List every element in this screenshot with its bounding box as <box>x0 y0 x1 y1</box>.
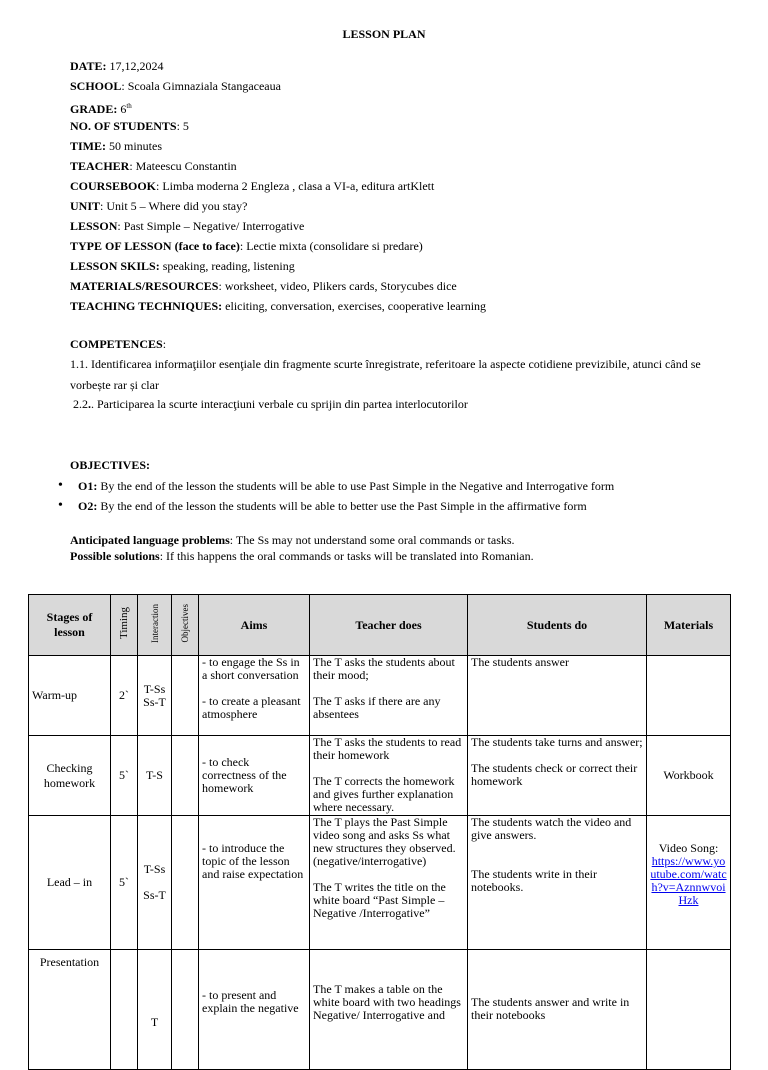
table-row <box>29 816 731 950</box>
info-value: 6 <box>117 102 127 116</box>
objectives-cell <box>172 816 199 950</box>
info-label: TYPE OF LESSON (face to face) <box>70 239 240 253</box>
solutions-label: Possible solutions <box>70 549 160 563</box>
info-label: LESSON <box>70 219 118 233</box>
header-interaction-text: Interaction <box>149 603 160 643</box>
header-aims: Aims <box>199 595 310 656</box>
info-label: COURSEBOOK <box>70 179 157 193</box>
objective-label: O1: <box>78 479 98 493</box>
students-cell <box>468 950 647 1070</box>
competence-2: 2.2.. Participarea la scurte interacţiuni verbale cu sprijin din partea interlocutorilor <box>73 397 468 411</box>
header-timing <box>111 595 138 656</box>
objective-text: By the end of the lesson the students will be able to better use the Past Simple in the affirmative form <box>97 499 587 513</box>
info-value: : Limba moderna 2 Engleza , clasa a VI-a, editura artKlett <box>156 179 435 193</box>
students-line: The students answer and write in their notebooks <box>471 995 630 1022</box>
aims-line: - to create a pleasant atmosphere <box>202 694 301 721</box>
teacher-line: The T asks if there are any absentees <box>313 694 441 721</box>
info-label: LESSON SKILS: <box>70 259 160 273</box>
info-label: SCHOOL <box>70 79 122 93</box>
interaction-line: T <box>150 1015 159 1029</box>
header-objectives-text: Objectives <box>180 603 190 643</box>
materials-cell <box>647 656 731 736</box>
problems-label: Anticipated language problems <box>70 533 230 547</box>
problems-block <box>70 532 534 564</box>
table-row <box>29 656 731 736</box>
info-label: DATE: <box>70 59 107 73</box>
header-objectives <box>172 595 199 656</box>
aims-line: - to introduce the topic of the lesson and raise expectation <box>202 841 304 881</box>
materials-cell <box>647 950 731 1070</box>
students-line: The students take turns and answer; <box>471 735 643 749</box>
interaction-line: Ss-T <box>143 888 166 902</box>
info-label: TEACHER <box>70 159 130 173</box>
info-value: eliciting, conversation, exercises, cooperative learning <box>222 299 487 313</box>
objectives-cell <box>172 950 199 1070</box>
info-techniques <box>70 296 710 316</box>
teacher-cell <box>310 656 468 736</box>
info-value: 17,12,2024 <box>106 59 164 73</box>
teacher-line: The T makes a table on the white board with two headings Negative/ Interrogative and <box>313 982 461 1022</box>
teacher-cell <box>310 816 468 950</box>
header-timing-text: Timing <box>118 606 130 639</box>
objective-label: O2: <box>78 499 98 513</box>
materials-cell <box>647 816 731 950</box>
info-skills <box>70 256 710 276</box>
info-value: : 5 <box>176 119 189 133</box>
materials-cell: Workbook <box>647 736 731 816</box>
lesson-stages-table <box>28 594 731 1070</box>
interaction-line: T-Ss <box>143 862 166 876</box>
header-stages: Stages of lesson <box>29 595 111 656</box>
info-label: MATERIALS/RESOURCES <box>70 279 219 293</box>
document-title: LESSON PLAN <box>342 27 426 41</box>
interaction-line: Ss-T <box>143 694 166 709</box>
teacher-line: The T asks the students about their mood; <box>313 655 455 682</box>
stage-cell: Warm-up <box>29 656 111 736</box>
teacher-line: The T asks the students to read their homework <box>313 735 462 762</box>
competence-2-number: 2.2 <box>73 397 88 411</box>
students-line: The students check or correct their homework <box>471 761 638 788</box>
info-value: : Scoala Gimnaziala Stangaceaua <box>121 79 281 93</box>
header-interaction <box>138 595 172 656</box>
students-cell <box>468 656 647 736</box>
info-school <box>70 76 710 96</box>
aims-line: - to engage the Ss in a short conversation <box>202 655 300 682</box>
students-cell <box>468 736 647 816</box>
interaction-line: T-Ss <box>143 681 166 696</box>
aims-cell <box>199 656 310 736</box>
objectives-cell <box>172 736 199 816</box>
timing-cell: 5` <box>111 736 138 816</box>
info-teacher <box>70 156 710 176</box>
students-line: The students write in their notebooks. <box>471 867 597 894</box>
info-label: NO. OF STUDENTS <box>70 119 177 133</box>
info-value: : Lectie mixta (consolidare si predare) <box>239 239 423 253</box>
aims-line: - to check correctness of the homework <box>202 755 287 795</box>
header-students: Students do <box>468 595 647 656</box>
info-label: TEACHING TECHNIQUES: <box>70 299 223 313</box>
info-value: : Past Simple – Negative/ Interrogative <box>117 219 305 233</box>
objective-item <box>62 496 614 516</box>
info-date <box>70 56 710 76</box>
stage-cell: Checking homework <box>29 736 111 816</box>
info-value: 50 minutes <box>106 139 162 153</box>
timing-cell: 5` <box>111 816 138 950</box>
students-line: The students watch the video and give answers. <box>471 815 632 842</box>
aims-cell <box>199 950 310 1070</box>
objective-text: By the end of the lesson the students will be able to use Past Simple in the Negative and Interrogative form <box>97 479 615 493</box>
timing-cell: 2` <box>111 656 138 736</box>
info-sup: th <box>126 102 132 110</box>
info-value: : Mateescu Constantin <box>129 159 237 173</box>
students-line: The students answer <box>471 655 569 669</box>
info-grade <box>70 96 710 116</box>
header-materials: Materials <box>647 595 731 656</box>
objectives-cell <box>172 656 199 736</box>
interaction-cell <box>138 816 172 950</box>
competences-heading <box>70 337 166 352</box>
stage-cell: Lead – in <box>29 816 111 950</box>
anticipated-problems <box>70 532 534 548</box>
table-row <box>29 736 731 816</box>
aims-cell <box>199 816 310 950</box>
header-teacher: Teacher does <box>310 595 468 656</box>
solutions-text: : If this happens the oral commands or tasks will be translated into Romanian. <box>159 549 534 563</box>
teacher-cell <box>310 736 468 816</box>
competences-colon: : <box>162 337 167 351</box>
table-row <box>29 950 731 1070</box>
objective-item <box>62 476 614 496</box>
video-link[interactable]: https://www.youtube.com/watch?v=AznnwvoiHzk <box>650 854 727 907</box>
info-unit <box>70 196 710 216</box>
info-value: : Unit 5 – Where did you stay? <box>100 199 248 213</box>
teacher-cell <box>310 950 468 1070</box>
timing-cell <box>111 950 138 1070</box>
teacher-line: The T plays the Past Simple video song and asks Ss what new structures they observed. (negative/interrogative) <box>313 815 456 868</box>
stage-text: Presentation <box>39 955 100 969</box>
info-value: speaking, reading, listening <box>159 259 295 273</box>
possible-solutions <box>70 548 534 564</box>
stage-cell <box>29 950 111 1070</box>
info-lesson <box>70 216 710 236</box>
objectives-list <box>62 476 614 516</box>
info-time <box>70 136 710 156</box>
info-students <box>70 116 710 136</box>
info-type <box>70 236 710 256</box>
objectives-heading: OBJECTIVES: <box>70 458 151 472</box>
info-label: UNIT <box>70 199 101 213</box>
teacher-line: The T writes the title on the white board “Past Simple – Negative /Interrogative” <box>313 880 446 920</box>
competence-2-text: . Participarea la scurte interacţiuni verbale cu sprijin din partea interlocutorilor <box>91 397 468 411</box>
materials-label: Video Song: <box>658 841 719 855</box>
teacher-line: The T corrects the homework and gives further explanation where necessary. <box>313 774 455 814</box>
aims-line: - to present and explain the negative <box>202 988 299 1015</box>
info-materials <box>70 276 710 296</box>
competence-1: 1.1. Identificarea informaţiilor esenţiale din fragmente scurte înregistrate, referitoare la aspecte cotidiene previzibile, atunci când se vorbește rar și clar <box>70 357 701 392</box>
interaction-cell: T-S <box>138 736 172 816</box>
problems-text: : The Ss may not understand some oral commands or tasks. <box>229 533 515 547</box>
table-header-row <box>29 595 731 656</box>
info-coursebook <box>70 176 710 196</box>
interaction-cell <box>138 656 172 736</box>
info-label: TIME: <box>70 139 106 153</box>
interaction-cell <box>138 950 172 1070</box>
competences-heading-text: COMPETENCES <box>70 337 163 351</box>
aims-cell <box>199 736 310 816</box>
info-label: GRADE: <box>70 102 118 116</box>
info-value: : worksheet, video, Plikers cards, Storycubes dice <box>218 279 457 293</box>
students-cell <box>468 816 647 950</box>
lesson-info <box>70 56 710 316</box>
